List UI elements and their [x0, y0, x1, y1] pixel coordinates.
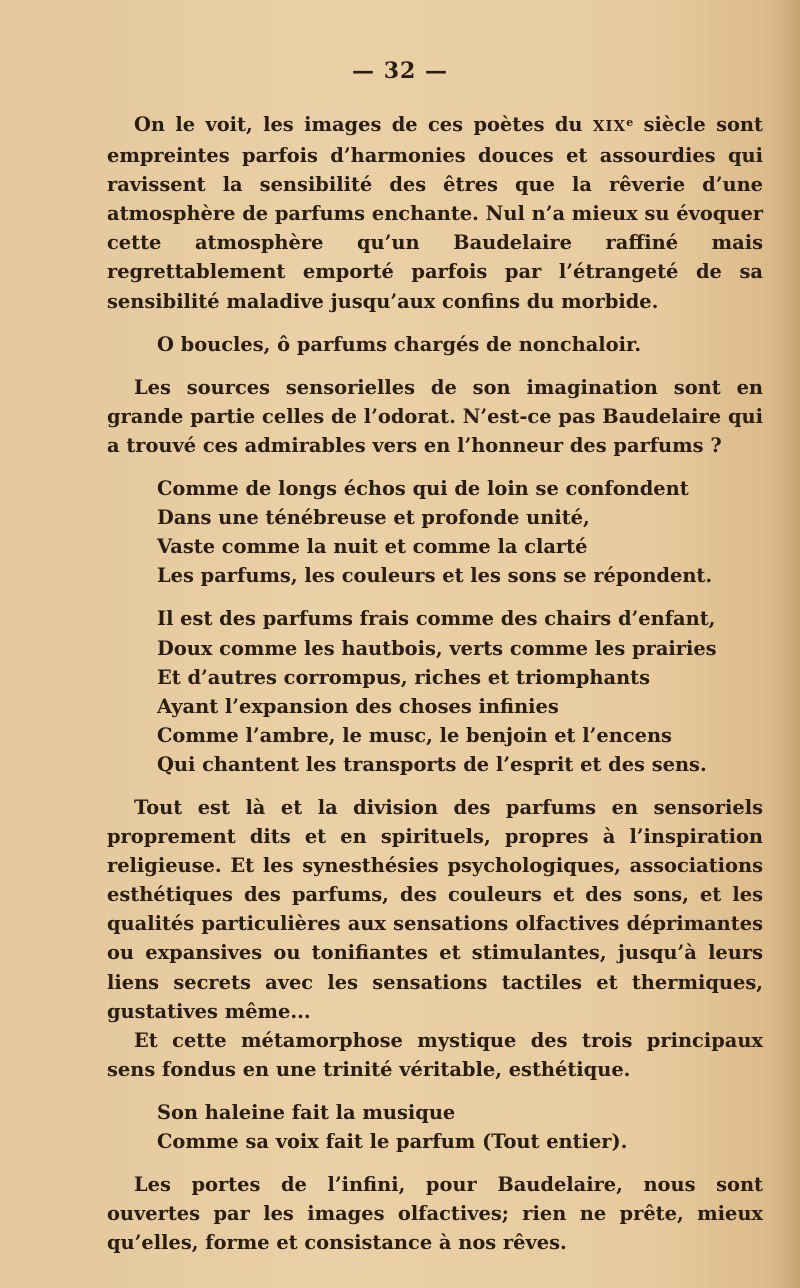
paragraph-5: Les portes de l’infini, pour Baudelaire, nous sont ouvertes par les images olfactives; rien ne prête, mieux qu’elles, forme et consistance à nos rêves. — [107, 1173, 763, 1255]
paragraph-2: Les sources sensorielles de son imagination sont en grande partie celles de l’odorat. N’est-ce pas Baudelaire qui a trouvé ces admirables vers en l’honneur des parfums ? — [107, 375, 763, 457]
century-superscript: e — [626, 116, 634, 129]
verse-line: Ayant l’expansion des choses infinies — [157, 694, 559, 718]
verse-line: Il est des parfums frais comme des chairs d’enfant, — [157, 607, 716, 631]
verse-line: Et d’autres corrompus, riches et triomphants — [157, 665, 651, 689]
page-body — [107, 110, 763, 1257]
century-numeral: XIX — [592, 117, 627, 135]
verse-line: Doux comme les hautbois, verts comme les prairies — [157, 636, 717, 660]
verse-line: Les parfums, les couleurs et les sons se répondent. — [157, 564, 713, 588]
poem-stanza-2 — [107, 604, 763, 779]
verse-line: Comme sa voix fait le parfum (Tout entier). — [157, 1130, 628, 1153]
paragraph-1-start: On le voit, les images de ces poètes du — [134, 113, 593, 136]
poem-stanza-3 — [107, 1098, 763, 1156]
paragraph-4: Et cette métamorphose mystique des trois principaux sens fondus en une trinité véritable, esthétique. — [107, 1028, 763, 1081]
verse-line: Comme l’ambre, le musc, le benjoin et l’encens — [157, 723, 672, 747]
paragraph-1-end: siècle sont empreintes parfois d’harmonies douces et assourdies qui ravissent la sensibilité des êtres que la rêverie d’une atmosphère de parfums enchante. Nul n’a mieux su évoquer cette atmosphère qu’un Baudelaire raffiné mais regrettablement emporté parfois par l’étrangeté de sa sensibilité maladive jusqu’aux confins du morbide. — [107, 113, 763, 313]
page-number: — 32 — — [352, 58, 448, 84]
verse-line: Qui chantent les transports de l’esprit et des sens. — [157, 752, 707, 776]
verse-line: Vaste comme la nuit et comme la clarté — [157, 535, 588, 559]
verse-line: Son haleine fait la musique — [157, 1100, 456, 1124]
poem-stanza-1 — [107, 474, 763, 590]
paragraph-3: Tout est là et la division des parfums en sensoriels proprement dits et en spirituels, propres à l’inspiration religieuse. Et les synesthésies psychologiques, associations esthétiques des parfums, des couleurs et des sons, et les qualités particulières aux sensations olfactives déprimantes ou expansives ou tonifiantes et stimulantes, jusqu’à leurs liens secrets avec les sensations tactiles et thermiques, gustatives même... — [107, 795, 763, 1023]
verse-line: O boucles, ô parfums chargés de nonchaloir. — [157, 332, 642, 356]
verse-line: Dans une ténébreuse et profonde unité, — [157, 506, 590, 530]
paragraph-1 — [107, 110, 763, 316]
quote-line — [107, 330, 763, 359]
verse-line: Comme de longs échos qui de loin se confondent — [157, 477, 689, 501]
